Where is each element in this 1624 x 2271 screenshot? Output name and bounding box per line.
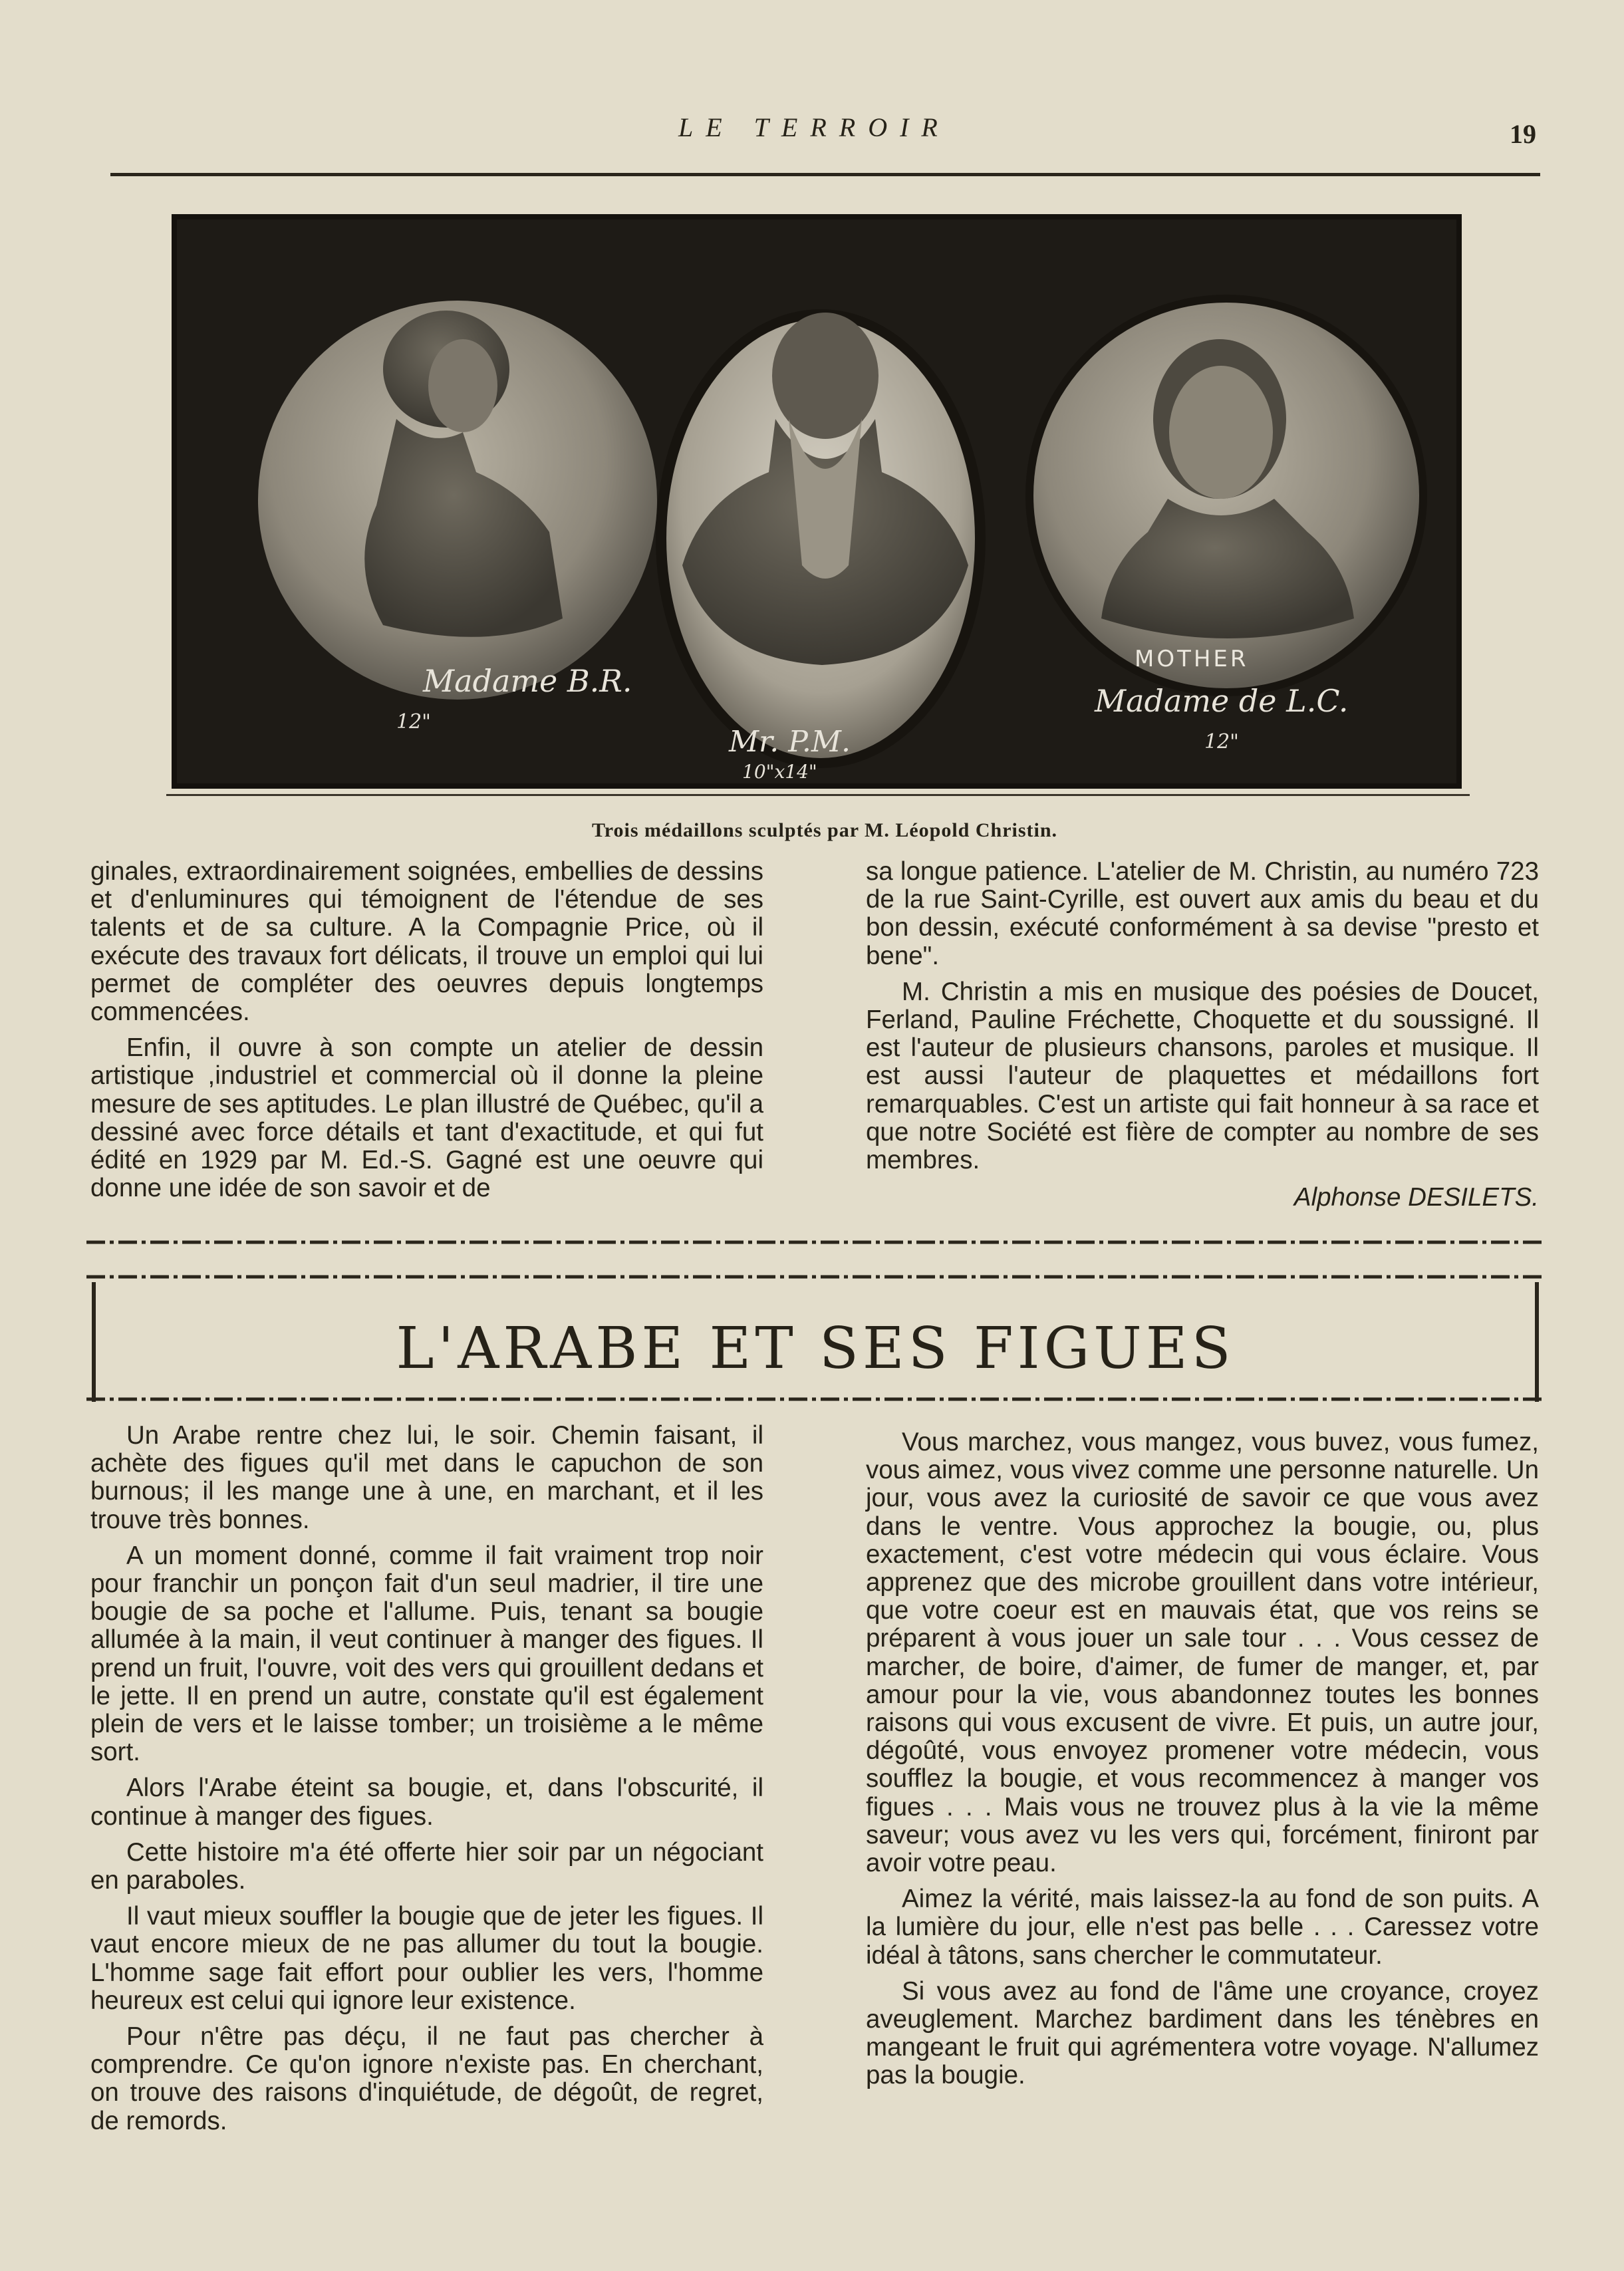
paragraph: Pour n'être pas déçu, il ne faut pas chercher à comprendre. Ce qu'on ignore n'existe pas. En cherchant, on trouve des raisons d'inquiétude, de dégoût, de regret, de remords. bbox=[90, 2022, 763, 2135]
ornamental-divider bbox=[86, 1236, 1543, 1249]
paragraph: Aimez la vérité, mais laissez-la au fond de son puits. A la lumière du jour, elle n'est pas belle . . . Caressez votre idéal à tâtons, sans chercher le commutateur. bbox=[866, 1885, 1539, 1970]
title-border-top bbox=[86, 1270, 1543, 1283]
article2-column-left bbox=[90, 1422, 763, 2135]
article1-column-right bbox=[866, 858, 1539, 1212]
medallion-left-size: 12" bbox=[396, 710, 431, 734]
article1-column-left bbox=[90, 858, 763, 1202]
medallion-center-label: Mr. P.M. bbox=[729, 725, 851, 759]
medallion-left-label: Madame B.R. bbox=[423, 663, 632, 699]
running-head: LE TERROIR bbox=[678, 112, 950, 142]
figure-caption: Trois médaillons sculptés par M. Léopold Christin. bbox=[591, 819, 1058, 841]
paragraph: Cette histoire m'a été offerte hier soir par un négociant en paraboles. bbox=[90, 1837, 763, 1895]
paragraph: sa longue patience. L'atelier de M. Christin, au numéro 723 de la rue Saint-Cyrille, est ouvert aux amis du beau et du bon dessin, exécuté conformément à sa devise "presto et bene". bbox=[866, 857, 1539, 970]
paragraph: A un moment donné, comme il fait vraiment trop noir pour franchir un ponçon fait d'un seul madrier, il tire une bougie de sa poche et l'allume. Puis, tenant sa bougie allumée à la main, il veut continuer à manger des figues. Il prend un fruit, l'ouvre, voit des vers qui grouillent dedans et le jette. Il en prend un autre, constate qu'il est également plein de vers et le laisse tomber; un troisième a le même sort. bbox=[90, 1541, 763, 1767]
paragraph: M. Christin a mis en musique des poésies de Doucet, Ferland, Pauline Fréchette, Choquette et du soussigné. Il est l'auteur de plusieurs chansons, paroles et musique. Il est aussi l'auteur de plaquettes et médaillons fort remarquables. C'est un artiste qui fait honneur à sa race et que notre Société est fière de compter au nombre de ses membres. bbox=[866, 977, 1539, 1175]
paragraph: Si vous avez au fond de l'âme une croyance, croyez aveuglement. Marchez bardiment dans les ténèbres en mangeant le fruit qui agrémentera votre voyage. N'allumez pas la bougie. bbox=[866, 1976, 1539, 2090]
paragraph: Alors l'Arabe éteint sa bougie, et, dans l'obscurité, il continue à manger des figues. bbox=[90, 1774, 763, 1831]
title-box bbox=[92, 1282, 1539, 1402]
article-title: L'ARABE ET SES FIGUES bbox=[396, 1315, 1235, 1382]
article2-column-right bbox=[866, 1428, 1539, 2090]
paragraph: Un Arabe rentre chez lui, le soir. Chemin faisant, il achète des figues qu'il met dans le capuchon de son burnous; il les mange une à une, en marchant, et il les trouve très bonnes. bbox=[90, 1421, 763, 1534]
paragraph: ginales, extraordinairement soignées, embellies de dessins et d'enluminures qui témoignent de l'étendue de ses talents et de sa culture. A la Compagnie Price, où il exécute des travaux fort délicats, il trouve un emploi qui lui permet de compléter des oeuvres depuis longtemps commencées. bbox=[90, 857, 763, 1027]
medallion-right-label: Madame de L.C. bbox=[1095, 683, 1349, 719]
paragraph: Vous marchez, vous mangez, vous buvez, vous fumez, vous aimez, vous vivez comme une personne naturelle. Un jour, vous avez la curiosité de savoir ce que vous avez dans le ventre. Vous approchez la bougie, ou, plus exactement, c'est votre médecin qui vous éclaire. Vous apprenez que des microbe grouillent dans votre intérieur, que votre coeur est en mauvais état, que vos reins se préparent à vous jouer un sale tour . . . Vous cessez de marcher, de boire, d'aimer, de fumer de manger, et, par amour pour la vie, vous abandonnez toutes les bonnes raisons qui vous excusent de vivre. Et puis, un autre jour, dégoûté, vous envoyez promener votre médecin, vous soufflez la bougie, et vous recommencez à manger vos figues . . . Mais vous ne trouvez plus à la vie la même saveur; vous avez vu les vers qui, forcément, finiront par avoir votre peau. bbox=[866, 1428, 1539, 1878]
header-rule bbox=[110, 173, 1540, 176]
title-border-bottom bbox=[86, 1393, 1543, 1406]
medallion-right-size: 12" bbox=[1204, 730, 1239, 753]
paragraph: Il vaut mieux souffler la bougie que de jeter les figues. Il vaut encore mieux de ne pas allumer du tout la bougie. L'homme sage fait effort pour oublier les vers, l'homme heureux est celui qui ignore leur existence. bbox=[90, 1902, 763, 2015]
author-signature: Alphonse DESILETS. bbox=[1293, 1183, 1539, 1212]
paragraph: Enfin, il ouvre à son compte un atelier de dessin artistique ,industriel et commercial où il donne la pleine mesure de ses aptitudes. Le plan illustré de Québec, qu'il a dessiné avec force détails et tant d'exactitude, et qui fut édité en 1929 par M. Ed.-S. Gagné est une oeuvre qui donne une idée de son savoir et de bbox=[90, 1033, 763, 1203]
medallion-center-size: 10"x14" bbox=[742, 761, 817, 783]
photo-underline bbox=[166, 794, 1470, 796]
medallions-photo bbox=[172, 214, 1462, 789]
page-number: 19 bbox=[1510, 119, 1536, 149]
mother-inscription: MOTHER bbox=[1135, 646, 1249, 672]
